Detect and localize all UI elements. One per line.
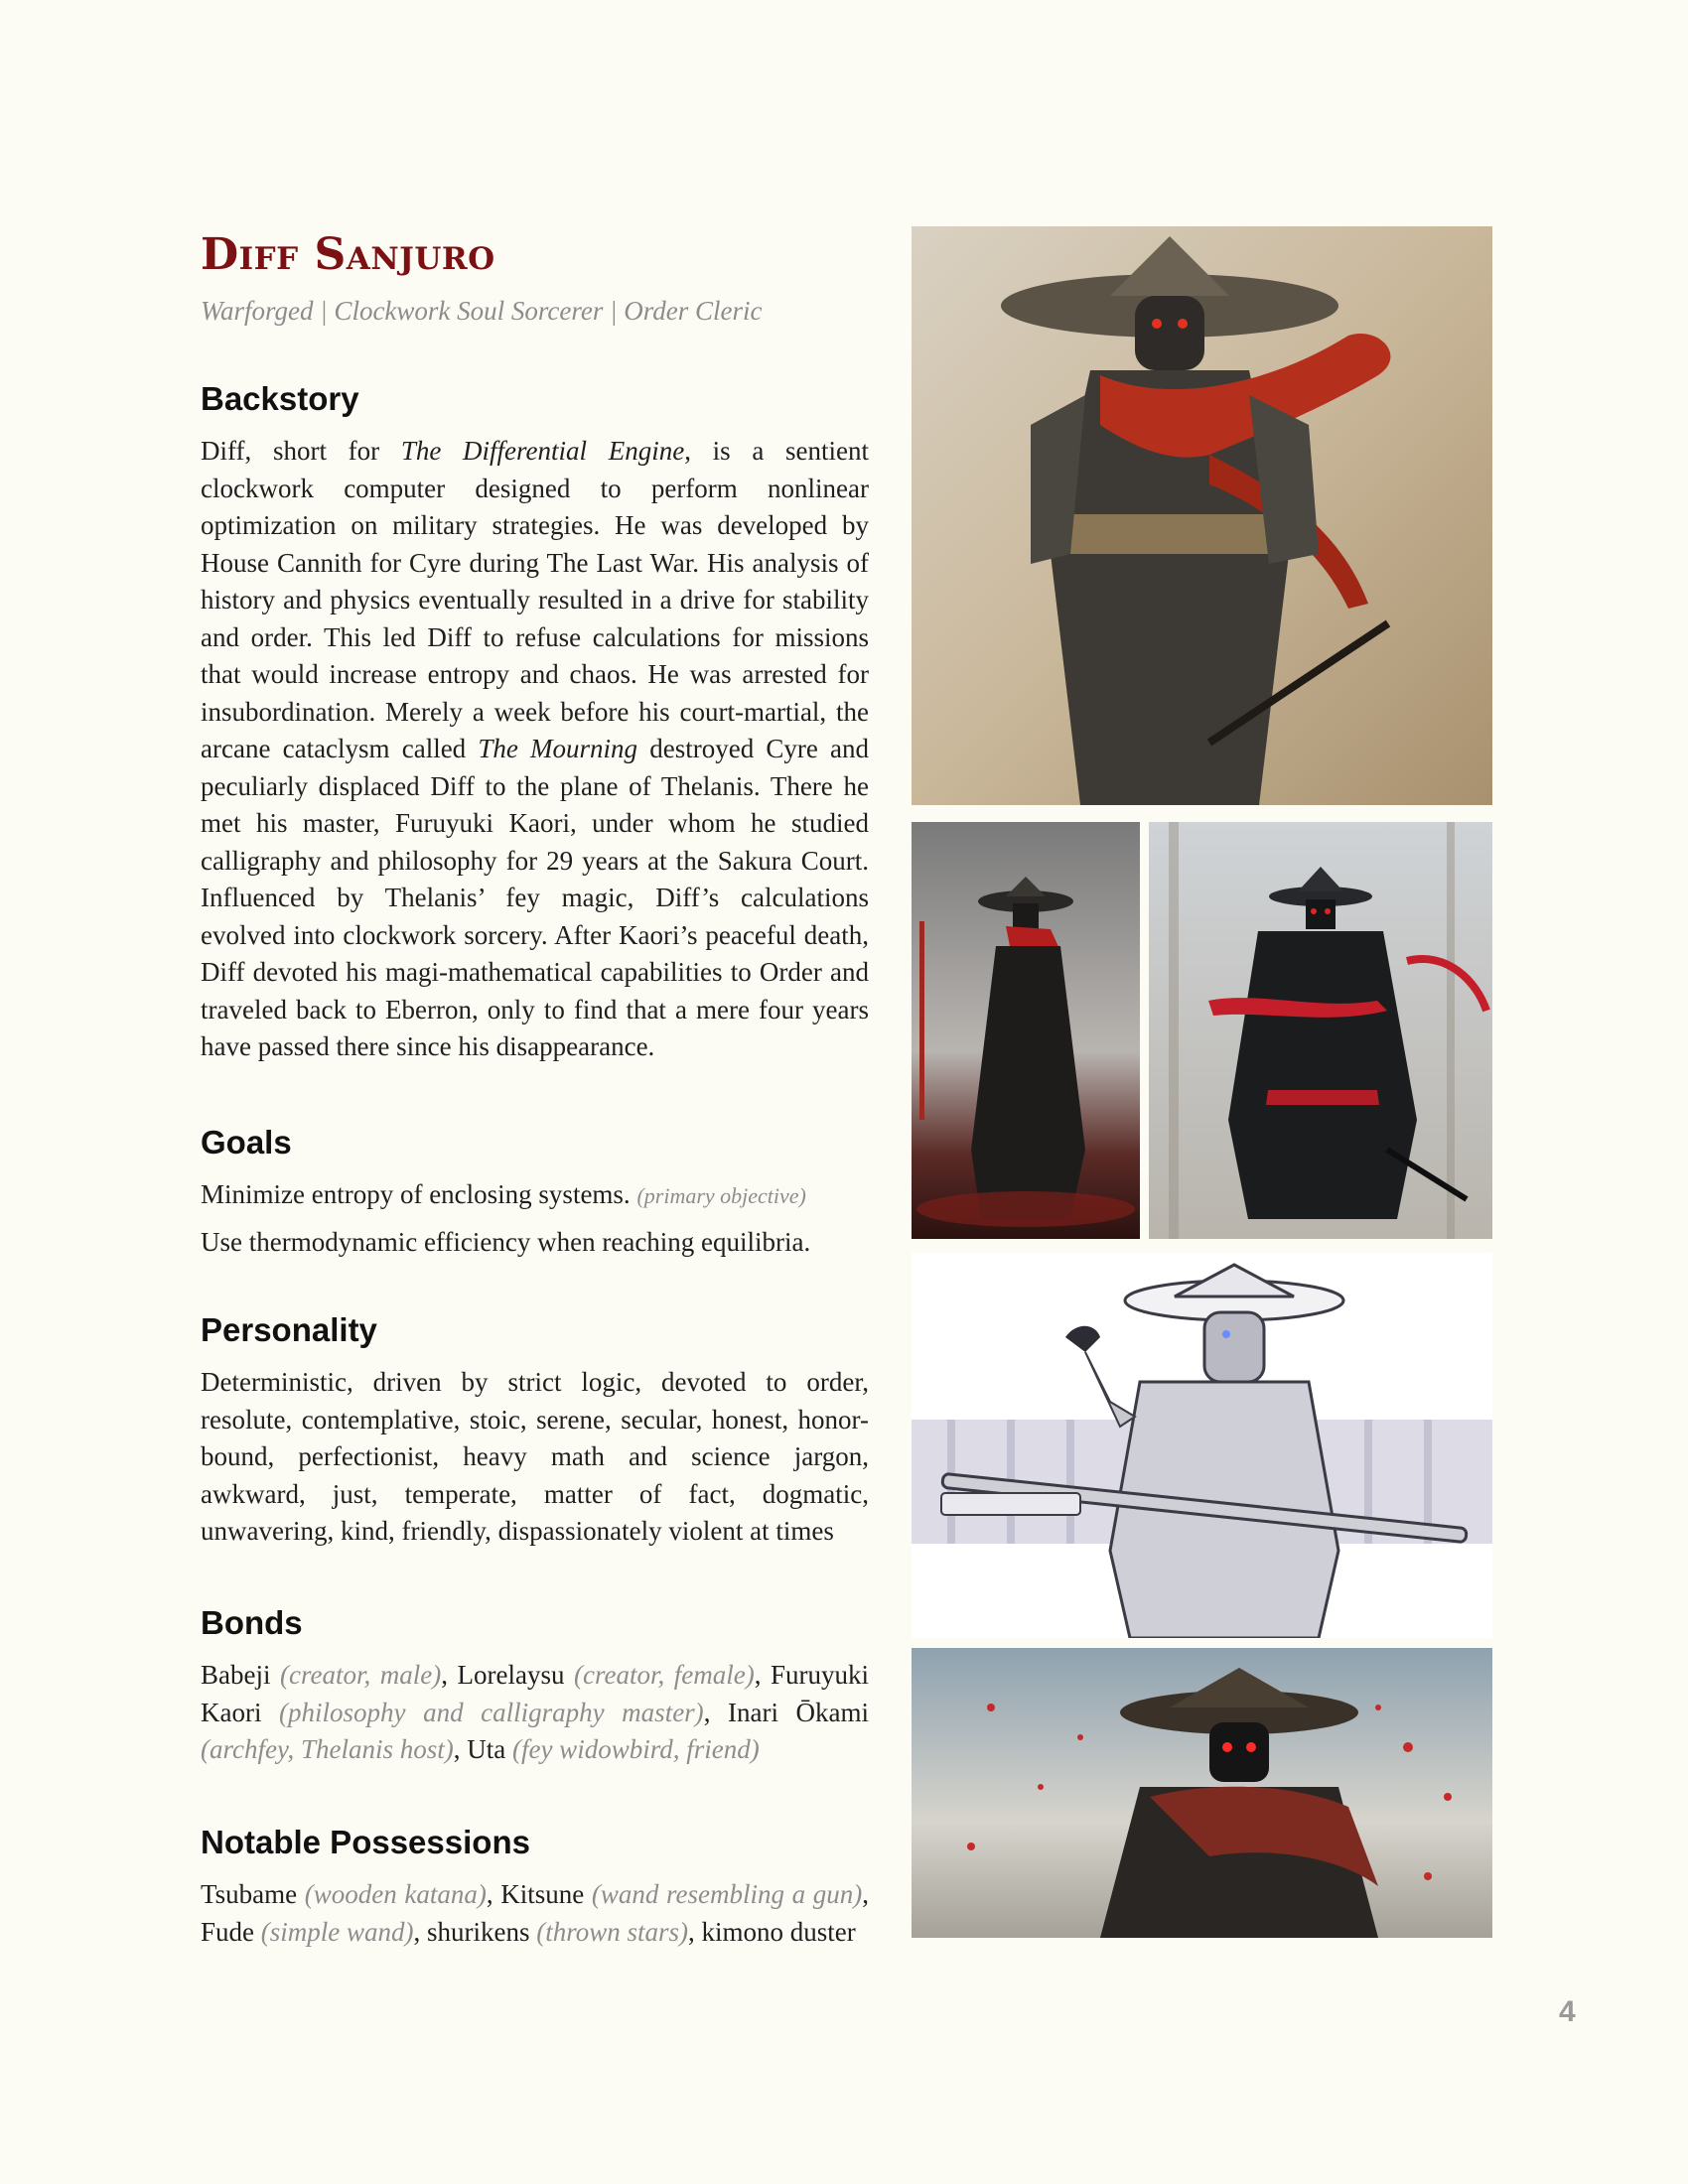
possession-note: (thrown stars) (536, 1916, 689, 1947)
personality-section (201, 1310, 869, 1551)
goal-item (201, 1176, 869, 1215)
backstory-text-part: , is a sentient clockwork computer designed to perform nonlinear optimization on military strategies. He was developed by House Cannith for Cyre during The Last War. His analysis of history and physics eventually resulted in a drive for stability and order. This led Diff to refuse calculations for missions that would increase entropy and chaos. He was arrested for insubordination. Merely a week before his court-martial, the arcane cataclysm called (201, 436, 869, 763)
personality-text: Deterministic, driven by strict logic, devoted to order, resolute, contemplative, stoic, serene, secular, honest, honor-bound, perfectionist, heavy math and science jargon, awkward, just, temperate, matter of fact, dogmatic, unwavering, kind, friendly, dispassionately violent at times (201, 1367, 869, 1546)
possession-separator: , (486, 1879, 501, 1909)
goal-note: (primary objective) (636, 1183, 806, 1208)
bond-separator: , (703, 1697, 728, 1727)
possession-separator: , (688, 1916, 702, 1947)
bonds-heading: Bonds (201, 1604, 303, 1641)
bond-name: Uta (467, 1734, 506, 1764)
bond-note: (archfey, Thelanis host) (201, 1734, 454, 1764)
possession-name: shurikens (426, 1916, 530, 1947)
possession-separator: , (862, 1879, 870, 1909)
bond-note: (philosophy and calligraphy master) (279, 1697, 704, 1727)
possession-name: Tsubame (201, 1879, 298, 1909)
bond-separator: , (453, 1734, 468, 1764)
backstory-section (201, 379, 869, 1066)
goals-list (201, 1176, 869, 1261)
goal-item (201, 1224, 869, 1262)
possessions-list (201, 1876, 869, 1951)
bonds-list (201, 1657, 869, 1769)
personality-heading: Personality (201, 1311, 377, 1348)
backstory-italic-title: The Differential Engine (400, 436, 685, 466)
bond-name: Furuyuki Kaori (201, 1660, 870, 1727)
possession-name: Fude (201, 1916, 254, 1947)
goal-text: Minimize entropy of enclosing systems. (201, 1179, 631, 1209)
backstory-italic-event: The Mourning (478, 734, 638, 763)
possessions-heading: Notable Possessions (201, 1824, 530, 1860)
dark-samurai-red-glow-image (912, 822, 1140, 1239)
bond-name: Babeji (201, 1660, 271, 1690)
sketch-samurai-bird-image (912, 1253, 1492, 1638)
character-subtitle: Warforged | Clockwork Soul Sorcerer | Order Cleric (201, 296, 763, 326)
bonds-section (201, 1603, 869, 1769)
backstory-text-part: destroyed Cyre and peculiarly displaced Diff to the plane of Thelanis. There he met his master, Furuyuki Kaori, under whom he studied calligraphy and philosophy for 29 years at the Sakura Court. Influenced by Thelanis’ fey magic, Diff’s calculations evolved into clockwork sorcery. After Kaori’s peaceful death, Diff devoted his magi-mathematical capabilities to Order and traveled back to Eberron, only to find that a mere four years have passed there since his disappearance. (201, 734, 870, 1061)
goal-text: Use thermodynamic efficiency when reaching equilibria. (201, 1226, 811, 1257)
goals-section (201, 1123, 869, 1270)
bond-separator: , (754, 1660, 772, 1690)
possession-note: (wooden katana) (304, 1879, 487, 1909)
possession-separator: , (413, 1916, 427, 1947)
backstory-heading: Backstory (201, 380, 359, 417)
bond-note: (fey widowbird, friend) (511, 1734, 760, 1764)
bond-name: Lorelaysu (457, 1660, 565, 1690)
possession-note: (simple wand) (260, 1916, 414, 1947)
possession-name: Kitsune (500, 1879, 585, 1909)
possessions-section (201, 1823, 869, 1951)
backstory-text-part: Diff, short for (201, 436, 401, 466)
page-number: 4 (1559, 1995, 1576, 2028)
text-column (201, 226, 870, 1947)
backstory-text (201, 433, 869, 1066)
black-samurai-red-ribbons-image (1149, 822, 1492, 1239)
character-name: Diff Sanjuro (201, 229, 495, 280)
armored-samurai-red-scarf-image (912, 226, 1492, 805)
bond-separator: , (441, 1660, 458, 1690)
bond-name: Inari Ōkami (728, 1697, 870, 1727)
samurai-falling-leaves-image (912, 1648, 1492, 1938)
possession-note: (wand resembling a gun) (591, 1879, 863, 1909)
bond-note: (creator, female) (574, 1660, 755, 1690)
possession-name: kimono duster (701, 1916, 856, 1947)
goals-heading: Goals (201, 1124, 292, 1160)
bond-note: (creator, male) (280, 1660, 442, 1690)
